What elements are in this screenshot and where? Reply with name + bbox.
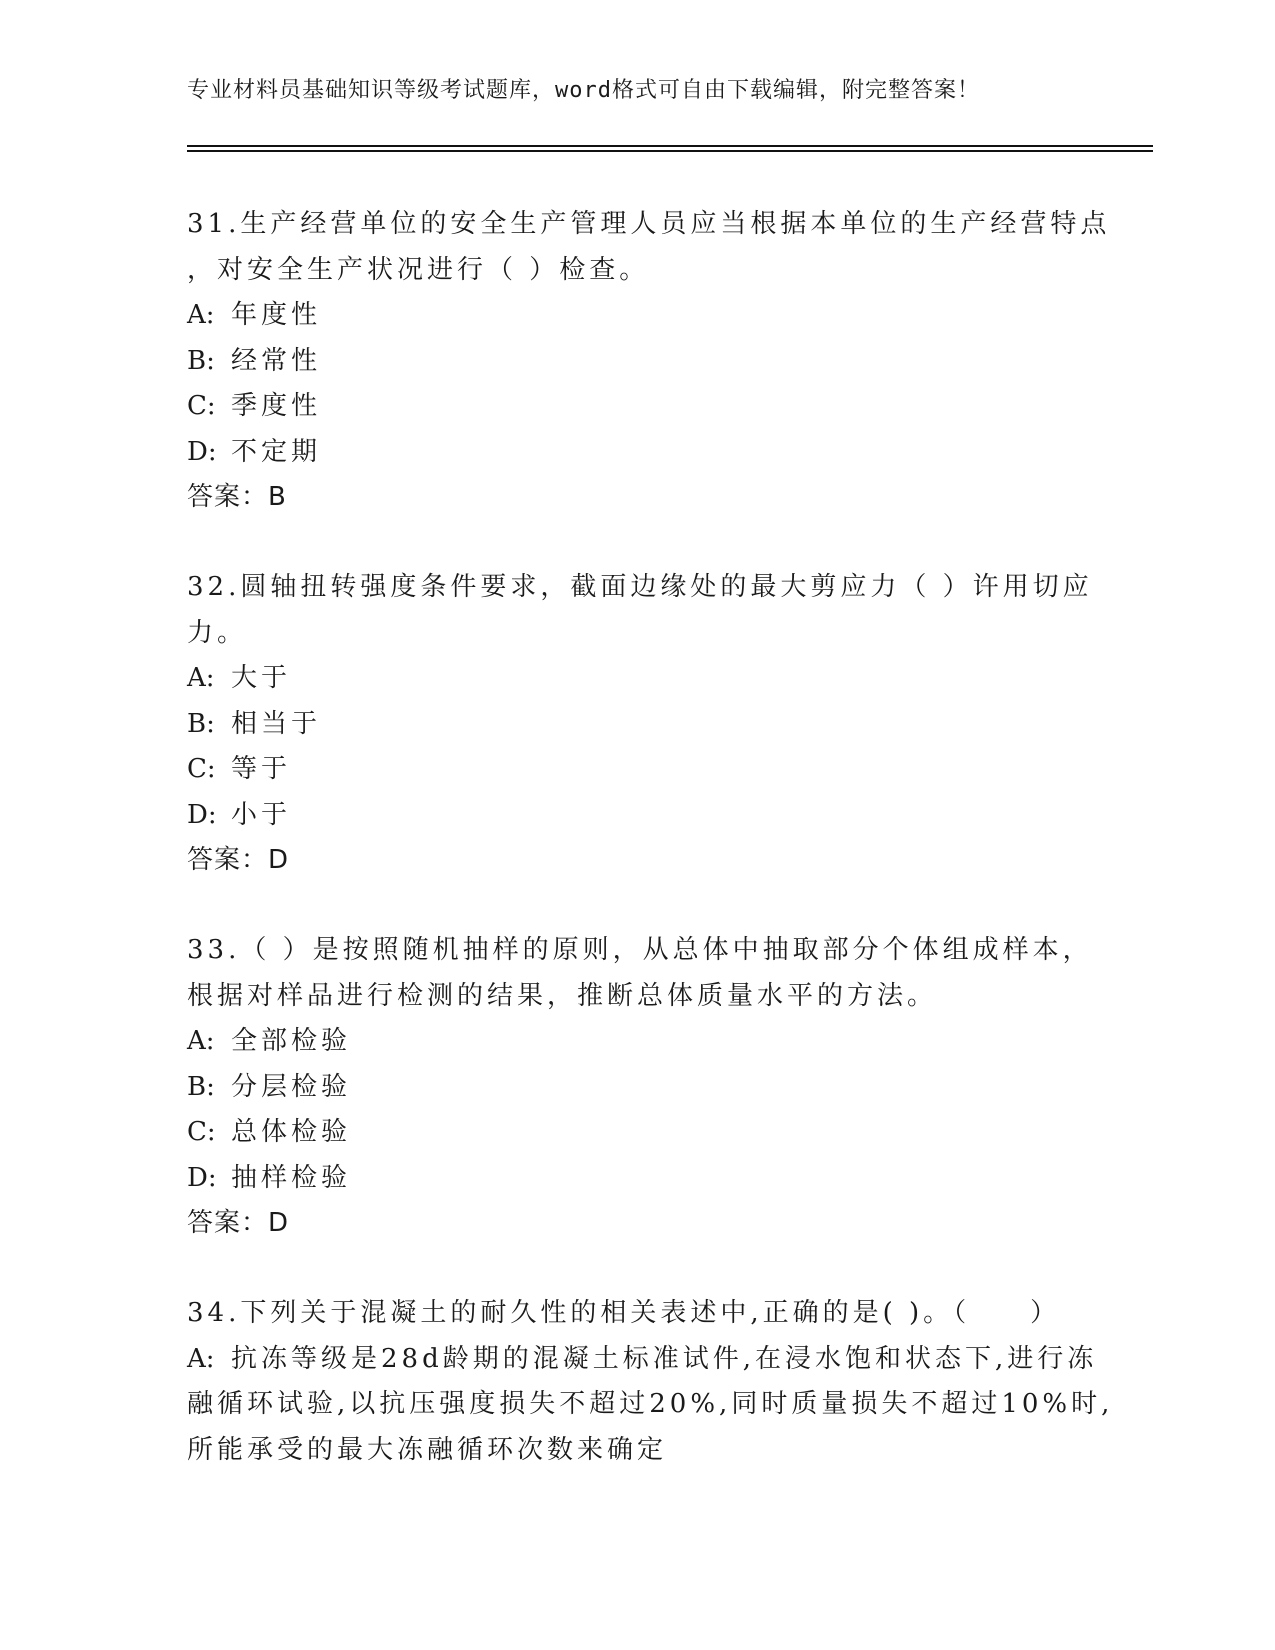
option-label: D: [187, 799, 217, 830]
option-label: B: [187, 1071, 215, 1102]
header-rule-bottom [187, 150, 1153, 152]
option-d [187, 793, 1087, 839]
question-text: 根据对样品进行检测的结果，推断总体质量水平的方法。 [187, 980, 938, 1011]
option-b [187, 1065, 1087, 1111]
option-label: A: [187, 1343, 215, 1374]
option-text: 不定期 [231, 436, 322, 467]
option-text: 经常性 [231, 345, 322, 376]
question-text: 力。 [187, 617, 248, 648]
option-b [187, 339, 1087, 385]
option-text: 年度性 [231, 300, 322, 330]
question-text: 33.（ ）是按照随机抽样的原则，从总体中抽取部分个体组成样本， [187, 935, 1093, 965]
page-header: 专业材料员基础知识等级考试题库，word格式可自由下载编辑，附完整答案！ [187, 78, 980, 103]
option-label: A: [187, 300, 215, 330]
option-c [187, 384, 1087, 430]
answer-text: 答案：D [187, 845, 290, 875]
option-text-continuation: 所能承受的最大冻融循环次数来确定 [187, 1434, 668, 1465]
question-text: 34.下列关于混凝土的耐久性的相关表述中,正确的是( )。（ ） [187, 1298, 1061, 1328]
question-text: 32.圆轴扭转强度条件要求，截面边缘处的最大剪应力（ ）许用切应 [187, 572, 1093, 602]
option-a [187, 1337, 1098, 1383]
question-text: 31.生产经营单位的安全生产管理人员应当根据本单位的生产经营特点 [187, 209, 1111, 239]
option-a [187, 293, 1087, 339]
option-text: 相当于 [231, 708, 322, 739]
header-rule-top [187, 145, 1153, 147]
option-text: 抗冻等级是28d龄期的混凝土标准试件,在浸水饱和状态下,进行冻 [231, 1343, 1098, 1374]
option-label: A: [187, 663, 215, 693]
question-33 [187, 928, 1093, 1247]
question-31 [187, 202, 1111, 521]
option-b [187, 702, 1087, 748]
option-label: C: [187, 754, 216, 784]
option-label: B: [187, 345, 215, 376]
option-label: D: [187, 1162, 217, 1193]
option-c [187, 747, 1087, 793]
option-text: 抽样检验 [231, 1162, 352, 1193]
option-text-continuation: 融循环试验,以抗压强度损失不超过20%,同时质量损失不超过10%时, [187, 1389, 1114, 1419]
question-text: ，对安全生产状况进行（ ）检查。 [187, 254, 650, 285]
option-d [187, 430, 1087, 476]
option-text: 大于 [231, 663, 292, 693]
option-d [187, 1156, 1087, 1202]
option-a [187, 1019, 1087, 1065]
question-34 [187, 1291, 1114, 1473]
option-text: 季度性 [231, 391, 322, 421]
option-text: 等于 [231, 754, 292, 784]
option-text: 分层检验 [231, 1071, 352, 1102]
answer-text: 答案：D [187, 1208, 290, 1238]
option-label: B: [187, 708, 215, 739]
option-label: C: [187, 391, 216, 421]
question-32 [187, 565, 1093, 884]
option-c [187, 1110, 1087, 1156]
option-label: D: [187, 436, 217, 467]
option-text: 全部检验 [231, 1026, 352, 1056]
option-a [187, 656, 1087, 702]
option-label: C: [187, 1117, 216, 1147]
answer-text: 答案：B [187, 482, 287, 512]
option-label: A: [187, 1026, 215, 1056]
option-text: 小于 [231, 799, 292, 830]
option-text: 总体检验 [231, 1117, 352, 1147]
